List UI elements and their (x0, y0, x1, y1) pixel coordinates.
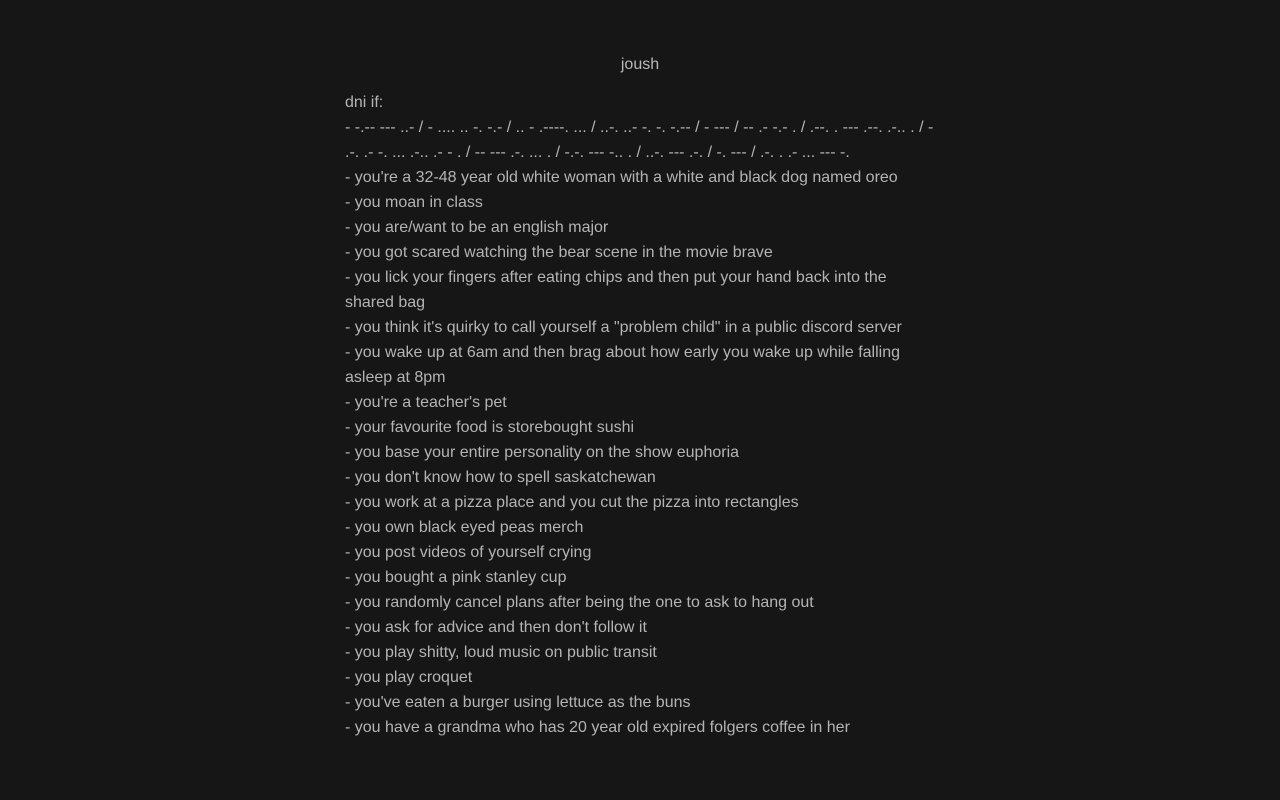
dni-list (345, 90, 935, 740)
dni-list-item: - you've eaten a burger using lettuce as the buns (345, 694, 691, 711)
dni-list-item: - you moan in class (345, 194, 483, 211)
dni-list-item: - you post videos of yourself crying (345, 544, 592, 561)
dni-list-item: - you lick your fingers after eating chips and then put your hand back into the shared bag (345, 269, 887, 311)
dni-list-item: - you play croquet (345, 669, 473, 686)
dni-list-item: - you got scared watching the bear scene in the movie brave (345, 244, 773, 261)
dni-list-item-morse: - -.-- --- ..- / - .... .. -. -.- / .. - .----. ... / ..-. ..- -. -. -.-- / - --- / -- .- -.- . / .--. . --- .--. .-.. . / - .-. .- -. ... .-.. .- - . / -- --- .-. ... . / -.-. --- -.. . / ..-. --- .-. / -. --- / .-. . .- ... --- -. (345, 119, 934, 161)
dni-list-item: - you're a 32-48 year old white woman with a white and black dog named oreo (345, 169, 898, 186)
dni-list-item: - you bought a pink stanley cup (345, 569, 567, 586)
dni-list-item: - you base your entire personality on the show euphoria (345, 444, 740, 461)
dni-list-item: - you're a teacher's pet (345, 394, 507, 411)
dni-list-item: - you work at a pizza place and you cut the pizza into rectangles (345, 494, 799, 511)
dni-list-item: - you ask for advice and then don't follow it (345, 619, 647, 636)
dni-list-item: - you think it's quirky to call yourself a "problem child" in a public discord server (345, 319, 902, 336)
dni-list-item: - you play shitty, loud music on public transit (345, 644, 657, 661)
dni-list-item: - you own black eyed peas merch (345, 519, 584, 536)
page-title: joush (620, 56, 660, 73)
dni-list-item: - you wake up at 6am and then brag about how early you wake up while falling asleep at 8pm (345, 344, 901, 386)
dni-list-item: - you have a grandma who has 20 year old expired folgers coffee in her (345, 719, 850, 736)
dni-heading: dni if: (345, 94, 384, 111)
dni-list-item: - you are/want to be an english major (345, 219, 609, 236)
dni-list-item: - you randomly cancel plans after being the one to ask to hang out (345, 594, 814, 611)
dni-list-item: - your favourite food is storebought sushi (345, 419, 635, 436)
dni-list-item: - you don't know how to spell saskatchewan (345, 469, 656, 486)
content (345, 0, 935, 740)
